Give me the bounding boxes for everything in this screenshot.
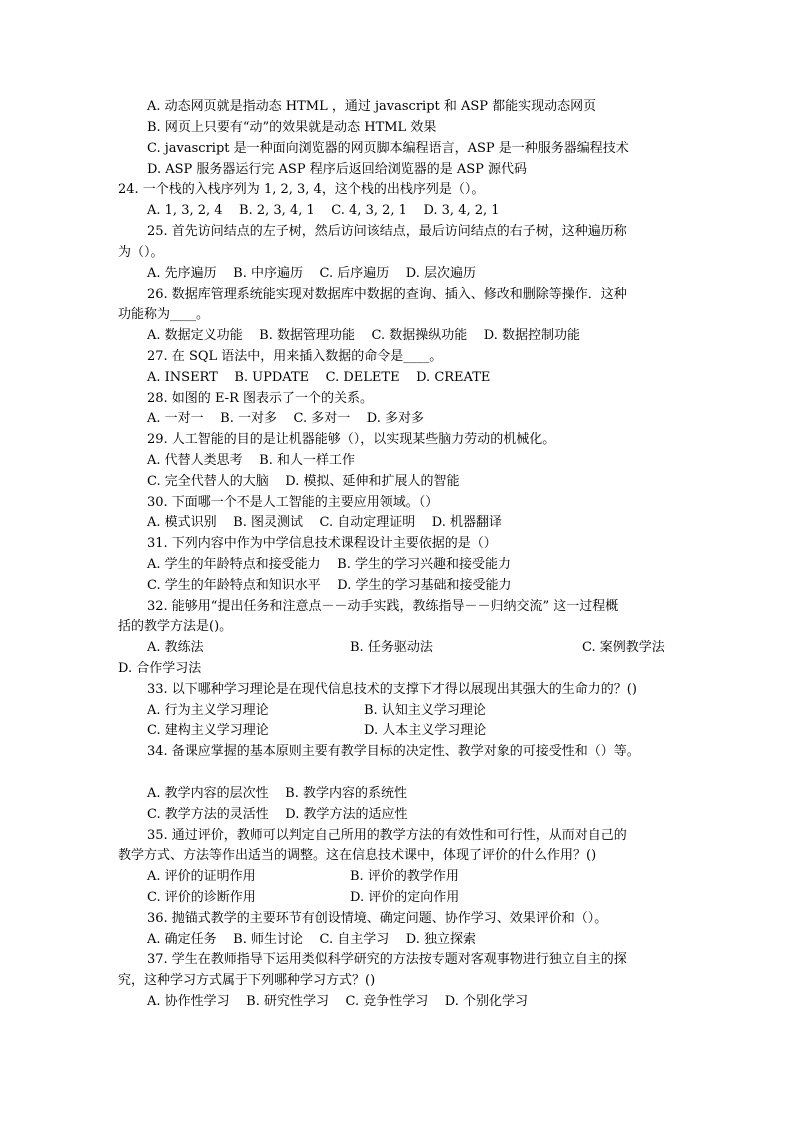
question-32-cont: 括的教学方法是()。: [118, 619, 233, 634]
option-line: D. ASP 服务器运行完 ASP 程序后返回给浏览器的是 ASP 源代码: [147, 162, 528, 177]
option-a: A. 行为主义学习理论: [147, 703, 269, 718]
question-35-options-cd: [0, 888, 794, 908]
question-33: 33. 以下哪种学习理论是在现代信息技术的支撑下才得以展现出其强大的生命力的？(): [147, 682, 637, 697]
option-c: C. 案例教学法: [582, 640, 665, 655]
option-b: B. 评价的教学作用: [350, 869, 459, 884]
question-37-options: A. 协作性学习 B. 研究性学习 C. 竞争性学习 D. 个别化学习: [147, 994, 529, 1009]
option-line: C. javascript 是一种面向浏览器的网页脚本编程语言，ASP 是一种服务器编程技术: [147, 141, 629, 156]
question-35: 35. 通过评价，教师可以判定自己所用的教学方法的有效性和可行性，从而对自己的: [147, 828, 627, 843]
question-34: 34. 备课应掌握的基本原则主要有教学目标的决定性、教学对象的可接受性和（）等。: [147, 744, 640, 759]
question-34-options-cd: C. 教学方法的灵活性 D. 教学方法的适应性: [147, 807, 408, 822]
question-24: 24. 一个栈的入栈序列为 1, 2, 3, 4，这个栈的出栈序列是（）。: [118, 182, 485, 197]
question-28: 28. 如图的 E-R 图表示了一个的关系。: [147, 391, 373, 406]
question-35-cont: 教学方式、方法等作出适当的调整。这在信息技术课中，体现了评价的什么作用？(): [118, 848, 597, 863]
option-b: B. 任务驱动法: [350, 640, 433, 655]
option-c: C. 建构主义学习理论: [147, 723, 269, 738]
question-29-options-cd: C. 完全代替人的大脑 D. 模拟、延伸和扩展人的智能: [147, 474, 460, 489]
question-31-options-ab: A. 学生的年龄特点和接受能力 B. 学生的学习兴趣和接受能力: [147, 557, 512, 572]
question-31-options-cd: C. 学生的年龄特点和知识水平 D. 学生的学习基础和接受能力: [147, 578, 512, 593]
option-d: D. 人本主义学习理论: [364, 723, 487, 738]
option-c: C. 评价的诊断作用: [147, 890, 256, 905]
question-32: 32. 能够用“提出任务和注意点－－动手实践，教练指导－－归纳交流” 这一过程概: [147, 599, 619, 614]
question-26-options: A. 数据定义功能 B. 数据管理功能 C. 数据操纵功能 D. 数据控制功能: [147, 328, 581, 343]
option-b: B. 认知主义学习理论: [364, 703, 486, 718]
option-line: B. 网页上只要有“动”的效果就是动态 HTML 效果: [147, 120, 437, 135]
question-26: 26. 数据库管理系统能实现对数据库中数据的查询、插入、修改和删除等操作．这种: [147, 287, 627, 302]
question-34-options-ab: A. 教学内容的层次性 B. 教学内容的系统性: [147, 786, 408, 801]
question-25: 25. 首先访问结点的左子树，然后访问该结点，最后访问结点的右子树，这种遍历称: [147, 224, 627, 239]
question-30: 30. 下面哪一个不是人工智能的主要应用领域。（）: [147, 495, 439, 510]
question-37: 37. 学生在教师指导下运用类似科学研究的方法按专题对客观事物进行独立自主的探: [147, 952, 627, 967]
question-32-option-d: D. 合作学习法: [118, 661, 202, 676]
question-31: 31. 下列内容中作为中学信息技术课程设计主要依据的是（）: [147, 536, 497, 551]
question-35-options-ab: [0, 867, 794, 887]
question-25-cont: 为（）。: [118, 245, 164, 260]
option-line: A. 动态网页就是指动态 HTML ，通过 javascript 和 ASP 都能实现动态网页: [147, 99, 597, 114]
option-a: A. 教练法: [147, 640, 204, 655]
question-27: 27. 在 SQL 语法中，用来插入数据的命令是____。: [147, 349, 443, 364]
question-28-options: A. 一对一 B. 一对多 C. 多对一 D. 多对多: [147, 411, 425, 426]
question-37-cont: 究，这种学习方式属于下列哪种学习方式？(): [118, 973, 376, 988]
question-24-options: A. 1, 3, 2, 4 B. 2, 3, 4, 1 C. 4, 3, 2, 1 D. 3, 4, 2, 1: [147, 203, 500, 218]
question-29-options-ab: A. 代替人类思考 B. 和人一样工作: [147, 453, 356, 468]
question-33-options-ab: [0, 701, 794, 721]
question-36: 36. 抛锚式教学的主要环节有创设情境、确定问题、协作学习、效果评价和（）。: [147, 911, 608, 926]
question-33-options-cd: [0, 721, 794, 741]
question-25-options: A. 先序遍历 B. 中序遍历 C. 后序遍历 D. 层次遍历: [147, 266, 477, 281]
option-d: D. 评价的定向作用: [350, 890, 460, 905]
question-29: 29. 人工智能的目的是让机器能够（），以实现某些脑力劳动的机械化。: [147, 432, 556, 447]
option-a: A. 评价的证明作用: [147, 869, 256, 884]
question-26-cont: 功能称为____。: [118, 307, 210, 322]
question-27-options: A. INSERT B. UPDATE C. DELETE D. CREATE: [147, 370, 491, 385]
question-36-options: A. 确定任务 B. 师生讨论 C. 自主学习 D. 独立探索: [147, 932, 477, 947]
question-30-options: A. 模式识别 B. 图灵测试 C. 自动定理证明 D. 机器翻译: [147, 515, 503, 530]
question-32-options-abc: [0, 638, 794, 658]
